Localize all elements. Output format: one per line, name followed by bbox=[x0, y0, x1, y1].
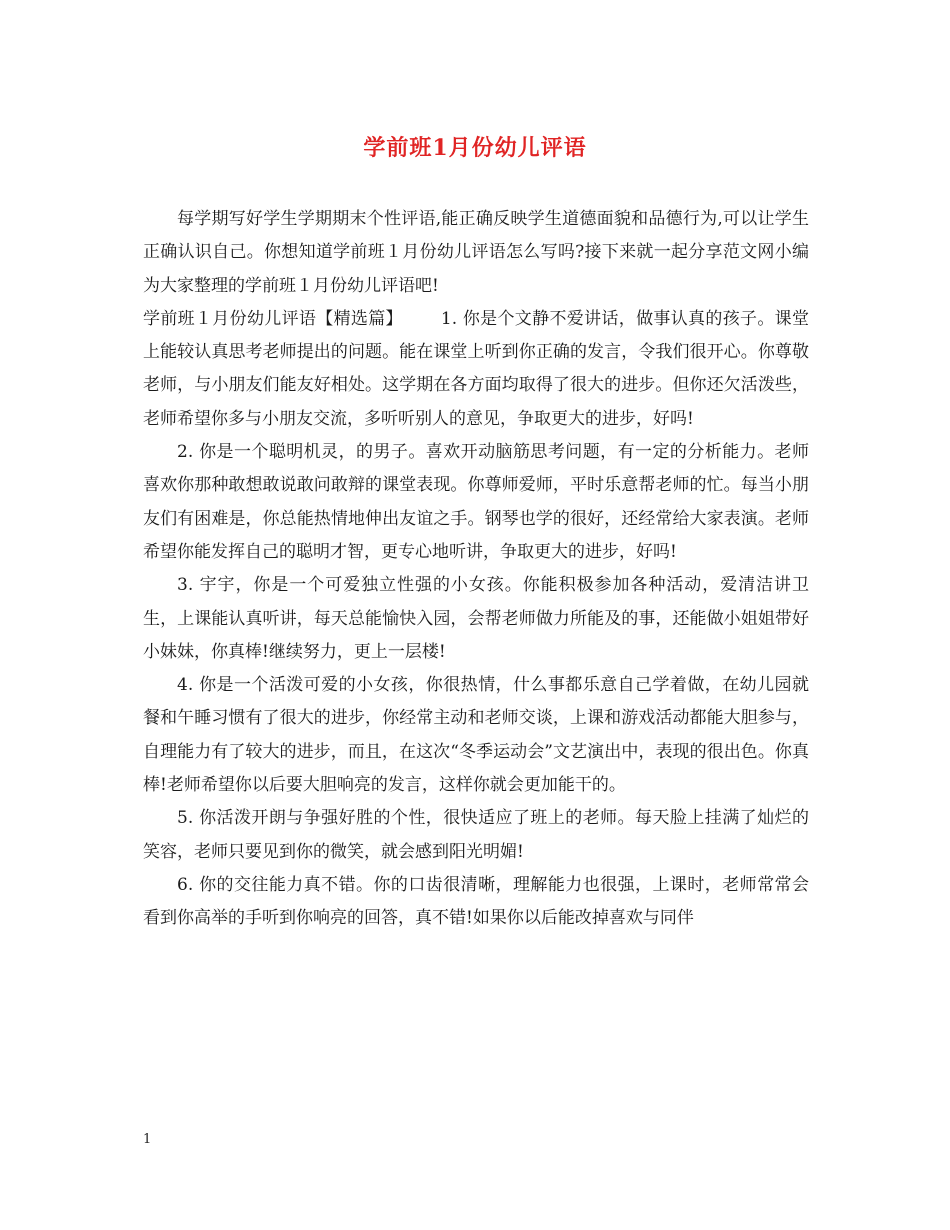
paragraph-4: 4. 你是一个活泼可爱的小女孩，你很热情，什么事都乐意自己学着做，在幼儿园就餐和午睡习惯有了很大的进步，你经常主动和老师交谈，上课和游戏活动都能大胆参与，自理能力有了较大的进步，而且，在这次“冬季运动会”文艺演出中，表现的很出色。你真棒!老师希望你以后要大胆响亮的发言，这样你就会更加能干的。 bbox=[143, 675, 809, 796]
intro-paragraph: 每学期写好学生学期期末个性评语,能正确反映学生道德面貌和品德行为,可以让学生正确认识自己。你想知道学前班１月份幼儿评语怎么写吗?接下来就一起分享范文网小编为大家整理的学前班１月份幼儿评语吧! bbox=[143, 209, 809, 296]
section-heading: 学前班１月份幼儿评语【精选篇】 bbox=[143, 308, 403, 329]
paragraph-2: 2. 你是一个聪明机灵，的男子。喜欢开动脑筋思考问题，有一定的分析能力。老师喜欢你那种敢想敢说敢问敢辩的课堂表现。你尊师爱师，平时乐意帮老师的忙。每当小朋友们有困难是，你总能热情地伸出友谊之手。钢琴也学的很好，还经常给大家表演。老师希望你能发挥自己的聪明才智，更专心地听讲，争取更大的进步，好吗! bbox=[143, 442, 809, 562]
paragraph-6: 6. 你的交往能力真不错。你的口齿很清晰，理解能力也很强，上课时，老师常常会看到你高举的手听到你响亮的回答，真不错!如果你以后能改掉喜欢与同伴 bbox=[143, 874, 809, 929]
document-title: 学前班1月份幼儿评语 bbox=[363, 135, 587, 161]
page-number: 1 bbox=[143, 1132, 152, 1147]
paragraph-1: 1. 你是个文静不爱讲话，做事认真的孩子。课堂上能较认真思考老师提出的问题。能在课堂上听到你正确的发言，令我们很开心。你尊敬老师，与小朋友们能友好相处。这学期在各方面均取得了很大的进步。但你还欠活泼些，老师希望你多与小朋友交流，多听听别人的意见，争取更大的进步，好吗! bbox=[143, 308, 809, 429]
paragraph-3: 3. 宇宇，你是一个可爱独立性强的小女孩。你能积极参加各种活动，爱清洁讲卫生，上课能认真听讲，每天总能愉快入园，会帮老师做力所能及的事，还能做小姐姐带好小妹妹，你真棒!继续努力，更上一层楼! bbox=[143, 575, 809, 662]
section-paragraph bbox=[143, 303, 809, 436]
document-body bbox=[143, 203, 809, 936]
paragraph-5: 5. 你活泼开朗与争强好胜的个性，很快适应了班上的老师。每天脸上挂满了灿烂的笑容，老师只要见到你的微笑，就会感到阳光明媚! bbox=[143, 808, 809, 862]
